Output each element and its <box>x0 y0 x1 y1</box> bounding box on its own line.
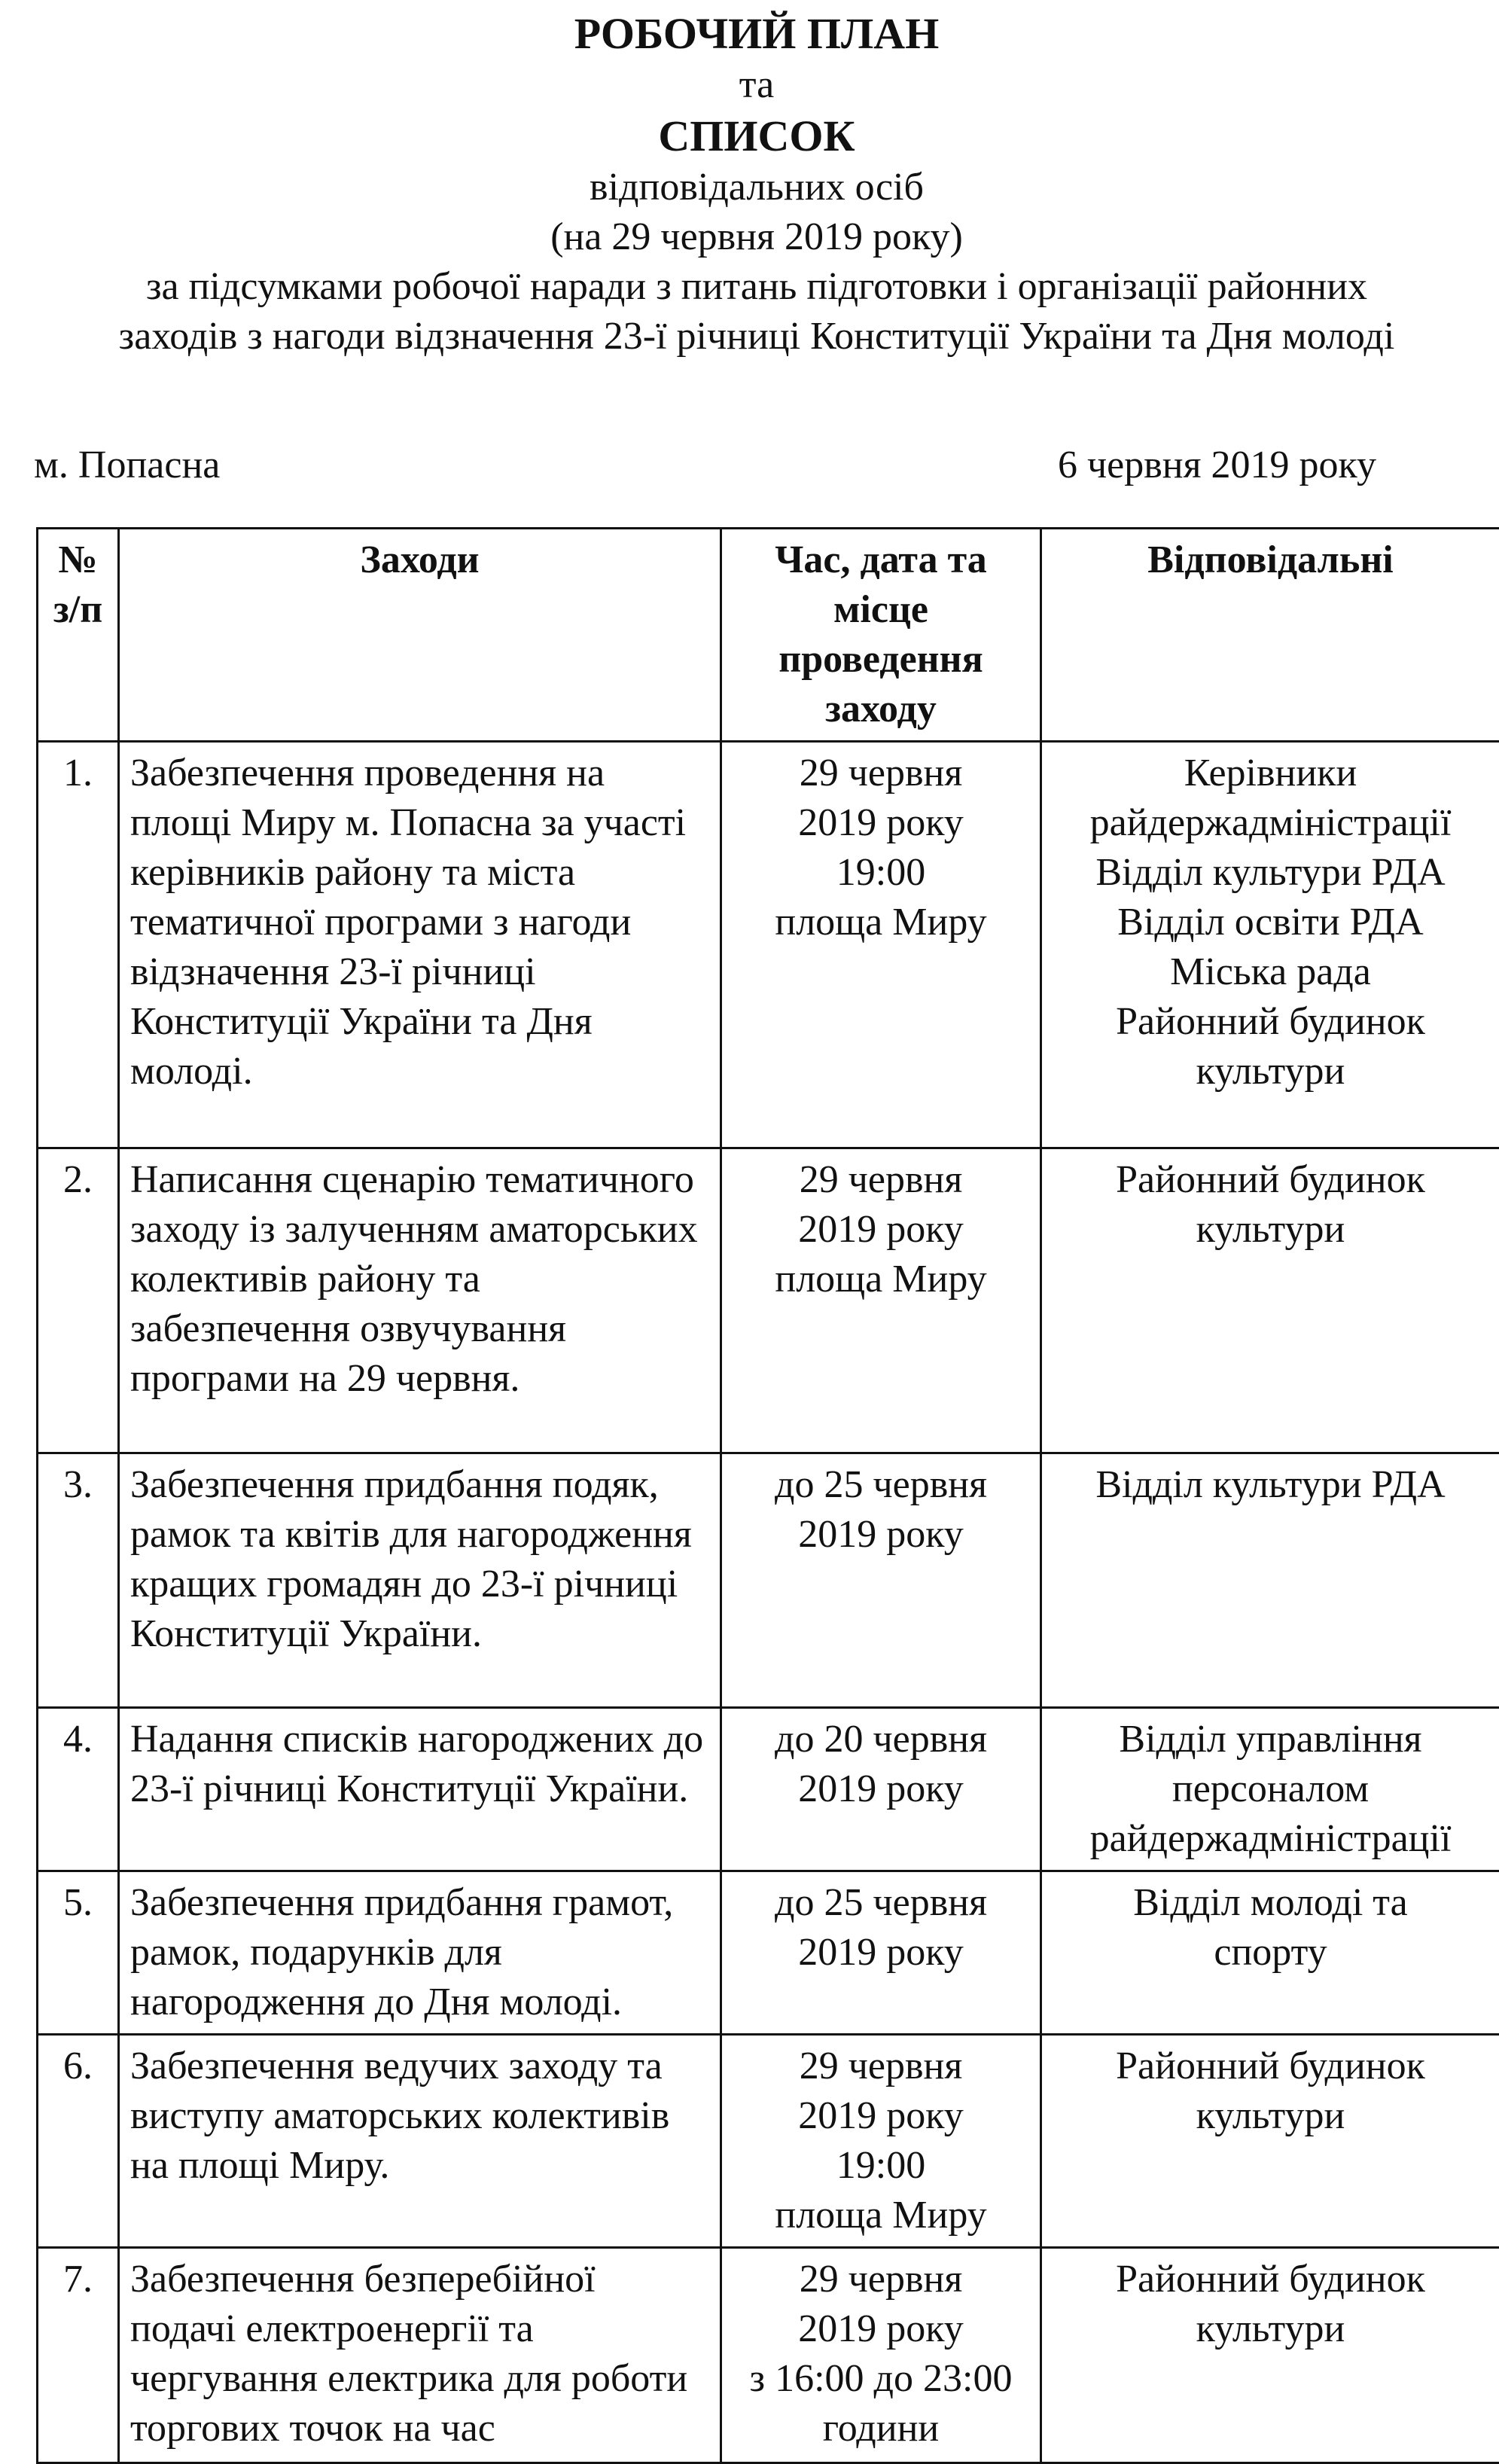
row-event: Забезпечення придбання подяк, рамок та квітів для нагородження кращих громадян до 23-ї річниці Конституції України. <box>119 1453 721 1708</box>
row-num: 5. <box>38 1871 119 2035</box>
row-responsible-line: Відділ освіти РДА <box>1053 898 1488 947</box>
row-responsible-line: Відділ культури РДА <box>1053 1460 1488 1510</box>
row-when-line: з 16:00 до 23:00 <box>733 2354 1029 2404</box>
row-responsible-line: спорту <box>1053 1928 1488 1978</box>
row-event: Надання списків нагороджених до 23-ї річниці Конституції України. <box>119 1708 721 1871</box>
table-row <box>38 742 1499 1148</box>
row-responsible <box>1041 1148 1499 1453</box>
row-when <box>721 1453 1041 1708</box>
header-responsible: Відповідальні <box>1041 529 1499 742</box>
row-responsible <box>1041 1453 1499 1708</box>
row-when-line: 2019 року <box>733 1764 1029 1814</box>
row-when-line: 2019 року <box>733 2091 1029 2141</box>
document-header <box>0 8 1499 361</box>
row-event: Забезпечення безперебійної подачі електроенергії та чергування електрика для роботи торгових точок на час <box>119 2248 721 2463</box>
header-when: Час, дата та місце проведення заходу <box>721 529 1041 742</box>
row-when <box>721 1708 1041 1871</box>
row-when <box>721 1148 1041 1453</box>
row-responsible-line: Районний будинок <box>1053 2042 1488 2091</box>
row-when <box>721 1871 1041 2035</box>
table-row <box>38 1453 1499 1708</box>
header-num: № з/п <box>38 529 119 742</box>
row-when-line: 2019 року <box>733 1205 1029 1255</box>
row-responsible-line: Відділ культури РДА <box>1053 848 1488 898</box>
row-responsible-line: Керівники <box>1053 749 1488 798</box>
row-responsible-line: Районний будинок <box>1053 1155 1488 1205</box>
row-when-line: площа Миру <box>733 898 1029 947</box>
purpose-line-1: за підсумками робочої наради з питань підготовки і організації районних <box>0 262 1499 312</box>
row-responsible-line: культури <box>1053 2091 1488 2141</box>
row-num: 6. <box>38 2035 119 2248</box>
row-when <box>721 2035 1041 2248</box>
row-responsible <box>1041 1871 1499 2035</box>
row-responsible-line: культури <box>1053 1205 1488 1255</box>
row-num: 3. <box>38 1453 119 1708</box>
row-responsible-line: культури <box>1053 1047 1488 1096</box>
plan-table <box>36 527 1499 2464</box>
row-when-line: до 25 червня <box>733 1878 1029 1928</box>
row-when-line: 29 червня <box>733 1155 1029 1205</box>
row-when-line: 29 червня <box>733 2042 1029 2091</box>
table-header-row <box>38 529 1499 742</box>
row-responsible-line: Відділ управління <box>1053 1715 1488 1764</box>
date-note: (на 29 червня 2019 року) <box>0 212 1499 262</box>
document-title: РОБОЧИЙ ПЛАН <box>0 8 1499 60</box>
row-when-line: до 20 червня <box>733 1715 1029 1764</box>
row-when-line: 19:00 <box>733 2141 1029 2191</box>
row-responsible-line: Районний будинок <box>1053 2255 1488 2304</box>
row-when-line: площа Миру <box>733 2191 1029 2240</box>
row-when-line: 2019 року <box>733 2304 1029 2354</box>
table-row <box>38 1708 1499 1871</box>
row-num: 4. <box>38 1708 119 1871</box>
document-subtitle: відповідальних осіб <box>0 163 1499 212</box>
row-event: Написання сценарію тематичного заходу із залученням аматорських колективів району та забезпечення озвучування програми на 29 червня. <box>119 1148 721 1453</box>
row-responsible-line: Районний будинок <box>1053 997 1488 1047</box>
table-row <box>38 1148 1499 1453</box>
row-when-line: 2019 року <box>733 1510 1029 1560</box>
row-responsible <box>1041 2248 1499 2463</box>
row-responsible-line: Відділ молоді та <box>1053 1878 1488 1928</box>
row-when <box>721 2248 1041 2463</box>
row-responsible-line: райдержадміністрації <box>1053 1814 1488 1864</box>
row-responsible <box>1041 1708 1499 1871</box>
row-when <box>721 742 1041 1148</box>
row-num: 1. <box>38 742 119 1148</box>
header-event: Заходи <box>119 529 721 742</box>
row-event: Забезпечення придбання грамот, рамок, подарунків для нагородження до Дня молоді. <box>119 1871 721 2035</box>
row-responsible-line: Міська рада <box>1053 947 1488 997</box>
row-when-line: 2019 року <box>733 1928 1029 1978</box>
row-when-line: 29 червня <box>733 2255 1029 2304</box>
document-title-2: СПИСОК <box>0 110 1499 163</box>
row-responsible <box>1041 2035 1499 2248</box>
purpose-line-2: заходів з нагоди відзначення 23-ї річниці Конституції України та Дня молоді <box>0 312 1499 361</box>
title-connector: та <box>0 60 1499 110</box>
row-responsible-line: персоналом <box>1053 1764 1488 1814</box>
row-when-line: до 25 червня <box>733 1460 1029 1510</box>
row-num: 2. <box>38 1148 119 1453</box>
row-num: 7. <box>38 2248 119 2463</box>
row-responsible <box>1041 742 1499 1148</box>
row-when-line: години <box>733 2404 1029 2453</box>
document-place: м. Попасна <box>34 441 220 490</box>
row-when-line: 19:00 <box>733 848 1029 898</box>
row-responsible-line: райдержадміністрації <box>1053 798 1488 848</box>
row-event: Забезпечення проведення на площі Миру м. Попасна за участі керівників району та міста тематичної програми з нагоди відзначення 23-ї річниці Конституції України та Дня молоді. <box>119 742 721 1148</box>
table-row <box>38 1871 1499 2035</box>
row-when-line: площа Миру <box>733 1255 1029 1304</box>
document-date: 6 червня 2019 року <box>1058 441 1376 490</box>
row-when-line: 2019 року <box>733 798 1029 848</box>
table-row <box>38 2035 1499 2248</box>
table-row <box>38 2248 1499 2463</box>
row-when-line: 29 червня <box>733 749 1029 798</box>
row-responsible-line: культури <box>1053 2304 1488 2354</box>
row-event: Забезпечення ведучих заходу та виступу аматорських колективів на площі Миру. <box>119 2035 721 2248</box>
